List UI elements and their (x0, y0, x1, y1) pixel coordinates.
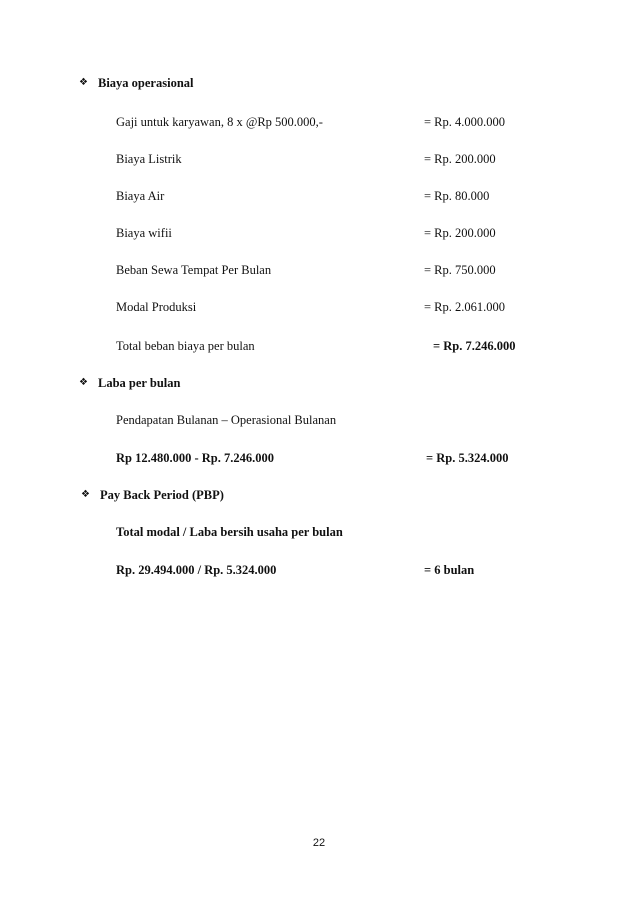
laba-formula: Pendapatan Bulanan – Operasional Bulanan (116, 413, 337, 427)
diamond-bullet-icon: ❖ (79, 377, 88, 388)
total-label: Total beban biaya per bulan (116, 339, 255, 353)
row-value-air: = Rp. 80.000 (424, 189, 490, 203)
row-label-modal-produksi: Modal Produksi (116, 300, 197, 314)
pbp-calc-label: Rp. 29.494.000 / Rp. 5.324.000 (116, 563, 277, 577)
row-label-gaji: Gaji untuk karyawan, 8 x @Rp 500.000,- (116, 115, 323, 129)
pbp-calc-value: = 6 bulan (424, 563, 475, 577)
row-value-modal-produksi: = Rp. 2.061.000 (424, 300, 506, 314)
row-value-gaji: = Rp. 4.000.000 (424, 115, 506, 129)
row-value-wifi: = Rp. 200.000 (424, 226, 496, 240)
row-label-air: Biaya Air (116, 189, 165, 203)
row-value-listrik: = Rp. 200.000 (424, 152, 496, 166)
section-title-laba: Laba per bulan (98, 376, 181, 390)
total-value: = Rp. 7.246.000 (433, 339, 516, 353)
section-title-pbp: Pay Back Period (PBP) (100, 488, 224, 502)
diamond-bullet-icon: ❖ (81, 489, 90, 500)
page-number: 22 (312, 837, 326, 849)
row-label-sewa: Beban Sewa Tempat Per Bulan (116, 263, 272, 277)
row-value-sewa: = Rp. 750.000 (424, 263, 496, 277)
row-label-listrik: Biaya Listrik (116, 152, 182, 166)
laba-calc-label: Rp 12.480.000 - Rp. 7.246.000 (116, 451, 274, 465)
pbp-formula: Total modal / Laba bersih usaha per bulan (116, 525, 343, 539)
laba-calc-value: = Rp. 5.324.000 (426, 451, 509, 465)
diamond-bullet-icon: ❖ (79, 77, 88, 88)
section-title-biaya: Biaya operasional (98, 76, 194, 90)
row-label-wifi: Biaya wifii (116, 226, 172, 240)
